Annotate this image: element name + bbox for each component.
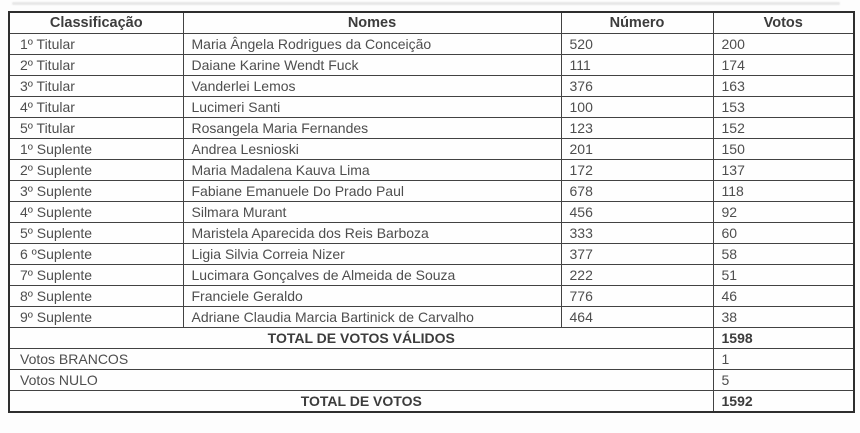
cell-classificacao: 2º Suplente	[9, 160, 183, 181]
cell-nome: Maristela Aparecida dos Reis Barboza	[183, 223, 561, 244]
cell-votos: 150	[713, 139, 854, 160]
table-row	[9, 97, 854, 118]
summary-row-brancos	[9, 349, 854, 370]
table-row	[9, 265, 854, 286]
cell-classificacao: 5º Titular	[9, 118, 183, 139]
total-validos-label: TOTAL DE VOTOS VÁLIDOS	[9, 328, 713, 349]
column-header-nomes: Nomes	[183, 12, 561, 34]
column-header-classificacao: Classificação	[9, 12, 183, 34]
table-row	[9, 244, 854, 265]
cell-classificacao: 1º Titular	[9, 34, 183, 55]
cell-numero: 172	[561, 160, 713, 181]
cell-nome: Andrea Lesnioski	[183, 139, 561, 160]
nulo-label: Votos NULO	[9, 370, 713, 391]
cell-numero: 776	[561, 286, 713, 307]
scan-artifact-line	[12, 2, 840, 5]
cell-votos: 152	[713, 118, 854, 139]
summary-row-nulo	[9, 370, 854, 391]
total-validos-value: 1598	[713, 328, 854, 349]
cell-classificacao: 4º Titular	[9, 97, 183, 118]
cell-classificacao: 7º Suplente	[9, 265, 183, 286]
cell-numero: 377	[561, 244, 713, 265]
table-row	[9, 307, 854, 328]
table-row	[9, 118, 854, 139]
total-votos-label: TOTAL DE VOTOS	[9, 391, 713, 413]
cell-classificacao: 5º Suplente	[9, 223, 183, 244]
cell-nome: Adriane Claudia Marcia Bartinick de Carvalho	[183, 307, 561, 328]
cell-numero: 201	[561, 139, 713, 160]
cell-numero: 464	[561, 307, 713, 328]
table-row	[9, 139, 854, 160]
cell-nome: Vanderlei Lemos	[183, 76, 561, 97]
cell-numero: 678	[561, 181, 713, 202]
cell-votos: 60	[713, 223, 854, 244]
cell-votos: 118	[713, 181, 854, 202]
header-row	[9, 12, 854, 34]
column-header-votos: Votos	[713, 12, 854, 34]
total-votos-value: 1592	[713, 391, 854, 413]
cell-nome: Lucimara Gonçalves de Almeida de Souza	[183, 265, 561, 286]
cell-numero: 376	[561, 76, 713, 97]
cell-numero: 520	[561, 34, 713, 55]
cell-numero: 333	[561, 223, 713, 244]
cell-votos: 200	[713, 34, 854, 55]
cell-nome: Ligia Silvia Correia Nizer	[183, 244, 561, 265]
cell-votos: 46	[713, 286, 854, 307]
cell-classificacao: 8º Suplente	[9, 286, 183, 307]
results-table	[8, 11, 855, 413]
cell-classificacao: 9º Suplente	[9, 307, 183, 328]
table-row	[9, 286, 854, 307]
summary-row-total-validos	[9, 328, 854, 349]
cell-nome: Fabiane Emanuele Do Prado Paul	[183, 181, 561, 202]
table-row	[9, 160, 854, 181]
table-row	[9, 223, 854, 244]
brancos-label: Votos BRANCOS	[9, 349, 713, 370]
cell-nome: Lucimeri Santi	[183, 97, 561, 118]
cell-votos: 174	[713, 55, 854, 76]
cell-votos: 153	[713, 97, 854, 118]
cell-votos: 58	[713, 244, 854, 265]
cell-numero: 123	[561, 118, 713, 139]
column-header-numero: Número	[561, 12, 713, 34]
cell-nome: Rosangela Maria Fernandes	[183, 118, 561, 139]
cell-votos: 92	[713, 202, 854, 223]
cell-numero: 456	[561, 202, 713, 223]
cell-votos: 38	[713, 307, 854, 328]
nulo-value: 5	[713, 370, 854, 391]
cell-classificacao: 3º Titular	[9, 76, 183, 97]
cell-numero: 111	[561, 55, 713, 76]
cell-nome: Franciele Geraldo	[183, 286, 561, 307]
cell-classificacao: 3º Suplente	[9, 181, 183, 202]
table-row	[9, 76, 854, 97]
cell-votos: 51	[713, 265, 854, 286]
table-row	[9, 55, 854, 76]
cell-nome: Silmara Murant	[183, 202, 561, 223]
cell-numero: 100	[561, 97, 713, 118]
table-row	[9, 181, 854, 202]
table-row	[9, 34, 854, 55]
cell-classificacao: 6 ºSuplente	[9, 244, 183, 265]
cell-classificacao: 4º Suplente	[9, 202, 183, 223]
brancos-value: 1	[713, 349, 854, 370]
cell-nome: Maria Madalena Kauva Lima	[183, 160, 561, 181]
cell-votos: 137	[713, 160, 854, 181]
table-row	[9, 202, 854, 223]
cell-nome: Daiane Karine Wendt Fuck	[183, 55, 561, 76]
cell-classificacao: 1º Suplente	[9, 139, 183, 160]
cell-numero: 222	[561, 265, 713, 286]
summary-row-total	[9, 391, 854, 413]
cell-classificacao: 2º Titular	[9, 55, 183, 76]
cell-nome: Maria Ângela Rodrigues da Conceição	[183, 34, 561, 55]
cell-votos: 163	[713, 76, 854, 97]
